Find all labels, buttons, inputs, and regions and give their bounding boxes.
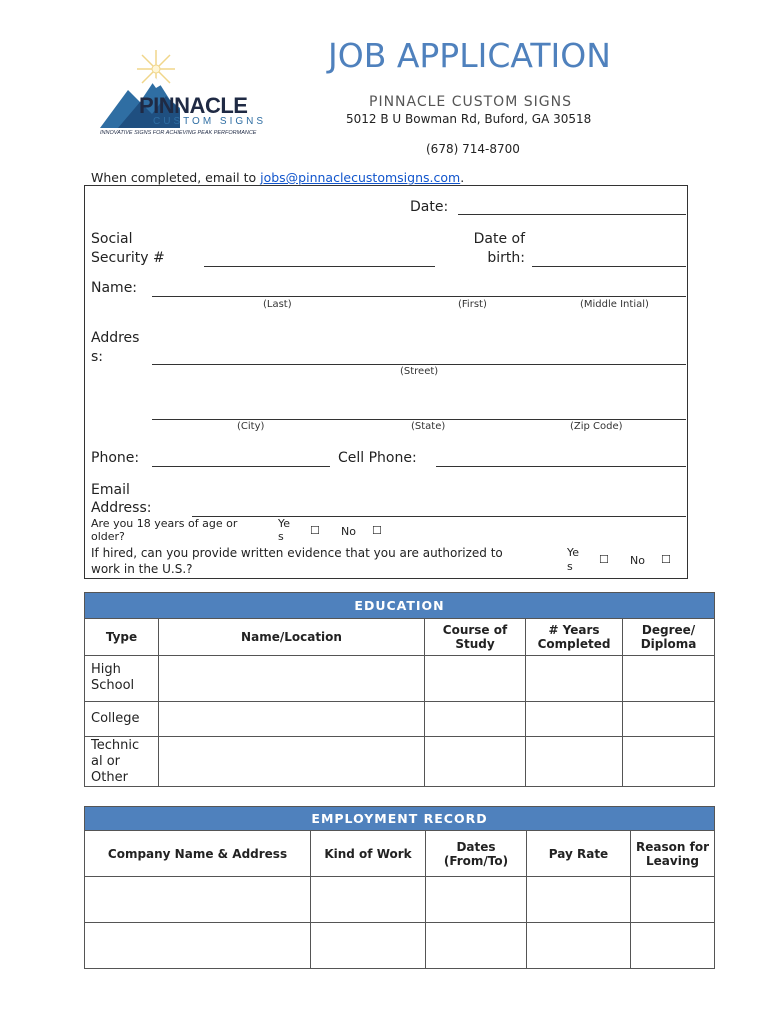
age-question: [91, 517, 237, 543]
emp-cell[interactable]: [631, 923, 715, 969]
edu-row-label-high-school: [85, 656, 159, 702]
edu-cell[interactable]: [623, 702, 715, 737]
auth-yes-label: [567, 546, 579, 574]
edu-cell[interactable]: [159, 737, 425, 787]
age-yes-label: [278, 517, 290, 543]
phone-label: Phone:: [91, 450, 140, 466]
name-field[interactable]: [152, 296, 686, 297]
auth-question-line2: work in the U.S.?: [91, 562, 193, 576]
edu-cell[interactable]: [623, 656, 715, 702]
emp-cell[interactable]: [426, 877, 527, 923]
name-label: Name:: [91, 280, 138, 296]
ssn-label-line2: Security #: [91, 250, 165, 266]
company-phone: (678) 714-8700: [426, 142, 520, 156]
edu-cell[interactable]: [526, 737, 623, 787]
auth-yes-checkbox[interactable]: ☐: [599, 553, 609, 566]
company-address: 5012 B U Bowman Rd, Buford, GA 30518: [346, 112, 592, 126]
ssn-label-line1: Social: [91, 231, 133, 247]
name-last-caption: (Last): [263, 299, 292, 310]
edu-row-label-line: School: [91, 678, 135, 693]
logo-sub: CUSTOM SIGNS: [153, 116, 267, 127]
emp-cell[interactable]: [426, 923, 527, 969]
edu-header-years: # Years Completed: [526, 619, 623, 656]
page-title: JOB APPLICATION: [328, 36, 611, 75]
education-title: EDUCATION: [85, 593, 715, 619]
logo-name: PINNACLE: [139, 93, 248, 118]
auth-yes-label-line2: s: [567, 560, 573, 573]
table-row: [85, 656, 715, 702]
emp-header-kind: Kind of Work: [311, 831, 426, 877]
table-row: [85, 702, 715, 737]
table-row: [85, 737, 715, 787]
cell-label: Cell Phone:: [338, 450, 417, 466]
edu-cell[interactable]: [159, 656, 425, 702]
emp-cell[interactable]: [85, 877, 311, 923]
dob-field[interactable]: [532, 266, 686, 267]
email-label-line1: Email: [91, 482, 130, 498]
emp-cell[interactable]: [527, 877, 631, 923]
city-caption: (City): [237, 421, 265, 432]
ssn-field[interactable]: [204, 266, 435, 267]
emp-cell[interactable]: [631, 877, 715, 923]
date-label: Date:: [410, 199, 449, 215]
name-middle-caption: (Middle Intial): [580, 299, 649, 310]
edu-header-degree: Degree/ Diploma: [623, 619, 715, 656]
address-label-line1: Addres: [91, 330, 140, 346]
edu-row-label-line: Other: [91, 770, 128, 785]
age-yes-label-line1: Ye: [278, 517, 291, 530]
edu-cell[interactable]: [526, 702, 623, 737]
cell-field[interactable]: [436, 466, 686, 467]
emp-cell[interactable]: [85, 923, 311, 969]
email-label-line2: Address:: [91, 500, 152, 516]
emp-cell[interactable]: [311, 923, 426, 969]
address-label: [91, 329, 139, 367]
emp-header-pay: Pay Rate: [527, 831, 631, 877]
street-caption: (Street): [400, 366, 439, 377]
auth-no-label: No: [630, 554, 645, 567]
emp-header-company: Company Name & Address: [85, 831, 311, 877]
edu-cell[interactable]: [159, 702, 425, 737]
edu-row-label-technical: [85, 737, 159, 787]
table-row: [85, 923, 715, 969]
intro-text: [91, 170, 464, 185]
company-name: PINNACLE CUSTOM SIGNS: [369, 94, 572, 110]
edu-cell[interactable]: [425, 737, 526, 787]
intro-suffix: .: [460, 170, 465, 185]
dob-label: [470, 230, 525, 268]
intro-prefix: When completed, email to: [91, 170, 261, 185]
street-field[interactable]: [152, 364, 686, 365]
auth-question: [91, 545, 503, 577]
date-field[interactable]: [458, 214, 686, 215]
email-field[interactable]: [192, 516, 686, 517]
age-no-checkbox[interactable]: ☐: [372, 524, 382, 537]
edu-cell[interactable]: [526, 656, 623, 702]
state-caption: (State): [411, 421, 446, 432]
age-question-line2: older?: [91, 530, 125, 543]
ssn-label: [91, 230, 165, 268]
edu-row-label-line: Technic: [91, 738, 140, 753]
edu-row-label-line: College: [91, 711, 140, 726]
edu-cell[interactable]: [623, 737, 715, 787]
emp-header-dates: Dates (From/To): [426, 831, 527, 877]
age-yes-label-line2: s: [278, 530, 284, 543]
city-state-zip-field[interactable]: [152, 419, 686, 420]
email-link[interactable]: jobs@pinnaclecustomsigns.com: [260, 170, 461, 185]
dob-label-line2: birth:: [487, 250, 525, 266]
auth-no-checkbox[interactable]: ☐: [661, 553, 671, 566]
table-row: [85, 877, 715, 923]
edu-cell[interactable]: [425, 702, 526, 737]
edu-header-course: Course of Study: [425, 619, 526, 656]
emp-cell[interactable]: [311, 877, 426, 923]
email-address-label: [91, 481, 151, 517]
logo-tagline: INNOVATIVE SIGNS FOR ACHIEVING PEAK PERFORMANCE: [100, 130, 257, 136]
edu-row-label-college: [85, 702, 159, 737]
edu-header-name-location: Name/Location: [159, 619, 425, 656]
auth-question-line1: If hired, can you provide written evidence that you are authorized to: [91, 546, 503, 560]
zip-caption: (Zip Code): [570, 421, 623, 432]
edu-cell[interactable]: [425, 656, 526, 702]
name-first-caption: (First): [458, 299, 487, 310]
education-table: [84, 592, 715, 787]
emp-cell[interactable]: [527, 923, 631, 969]
phone-field[interactable]: [152, 466, 330, 467]
employment-table: [84, 806, 715, 969]
auth-yes-label-line1: Ye: [567, 546, 580, 559]
emp-header-reason: Reason for Leaving: [631, 831, 715, 877]
edu-row-label-line: al or: [91, 754, 121, 769]
age-question-line1: Are you 18 years of age or: [91, 517, 238, 530]
age-no-label: No: [341, 525, 356, 538]
employment-title: EMPLOYMENT RECORD: [85, 807, 715, 831]
age-yes-checkbox[interactable]: ☐: [310, 524, 320, 537]
dob-label-line1: Date of: [473, 231, 525, 247]
edu-row-label-line: High: [91, 662, 121, 677]
address-label-line2: s:: [91, 349, 104, 365]
edu-header-type: Type: [85, 619, 159, 656]
